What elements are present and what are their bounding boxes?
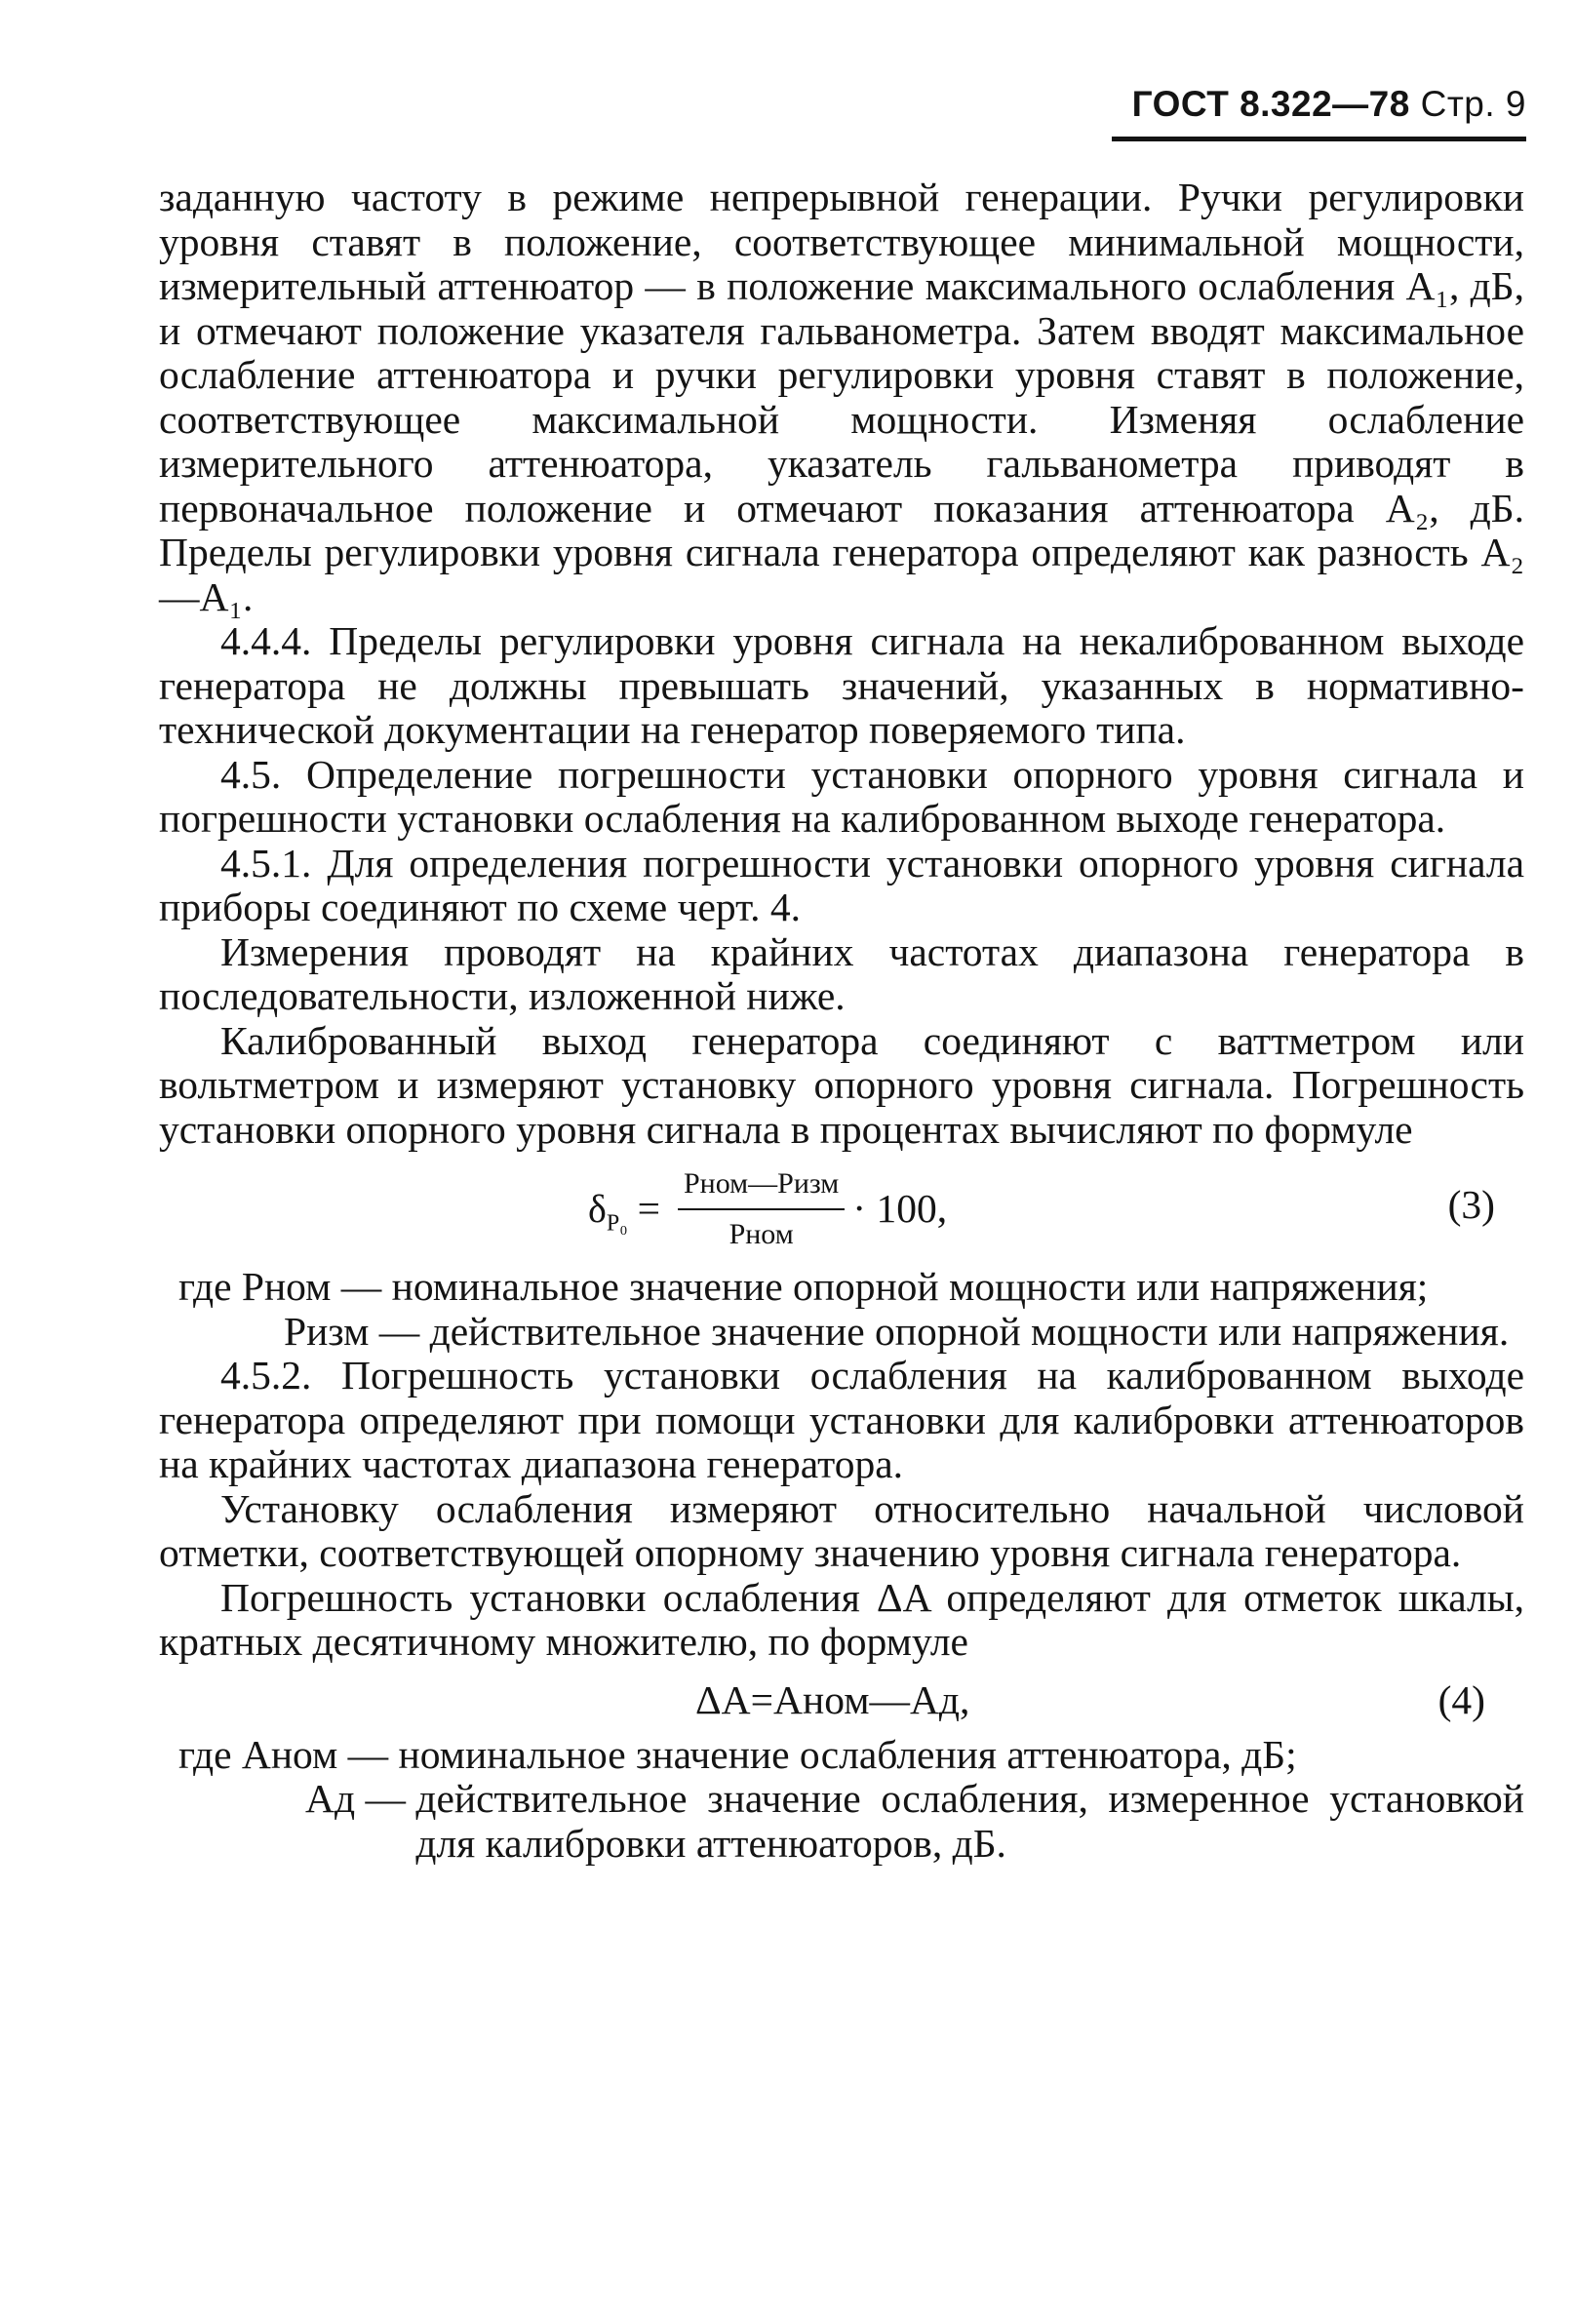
where-4-item: Aд — действительное значение ослабления, измеренное установкой для калибровки аттенюаторов, дБ. (305, 1776, 1524, 1866)
formula-4-expr: ΔA=Aном—Aд, (695, 1676, 970, 1722)
paragraph-4-5-1: 4.5.1. Для определения погрешности установки опорного уровня сигнала приборы соединяют по схеме черт. 4. (159, 840, 1524, 929)
paragraph-1: заданную частоту в режиме непрерывной генерации. Ручки регулировки уровня ставят в положение, соответствующее минимальной мощности, измерительный аттенюатор — в положение максимального ослабления A₁, дБ, и отмечают положение указателя гальванометра. Затем вводят максимальное ослабление аттенюатора и ручки регулировки уровня ставят в положение, соответствующее максимальной мощности. Изменяя ослабление измерительного аттенюатора, указатель гальванометра приводят в первоначальное положение и отмечают показания аттенюатора A₂, дБ. Пределы регулировки уровня сигнала генератора определяют как разность A₂—A₁. (159, 175, 1524, 619)
page-number: Стр. 9 (1420, 84, 1526, 124)
formula-3-numerator: Pном—Pизм (678, 1162, 845, 1210)
formula-3-fraction (678, 1162, 845, 1256)
formula-4-number: (4) (1437, 1676, 1485, 1722)
formula-3-factor: · 100, (852, 1185, 948, 1231)
standard-number: ГОСТ 8.322—78 (1131, 84, 1410, 124)
formula-3-number: (3) (1447, 1182, 1495, 1227)
page-header (1132, 84, 1526, 125)
formula-3-denominator: Pном (728, 1217, 794, 1250)
header-rule (1112, 137, 1526, 141)
where-3-item: где Pном — номинальное значение опорной мощности или напряжения; (178, 1264, 1429, 1309)
paragraph-attenuation: Установку ослабления измеряют относительно начальной числовой отметки, соответствующей опорному значению уровня сигнала генератора. (159, 1485, 1524, 1575)
formula-3-lhs: $\delta_{P_0}$ (588, 1186, 628, 1237)
document-body (159, 176, 1524, 1866)
paragraph-measurements: Измерения проводят на крайних частотах диапазона генератора в последовательности, изложенной ниже. (159, 928, 1524, 1018)
where-4-item: где Aном — номинальное значение ослабления аттенюатора, дБ; (178, 1731, 1297, 1777)
paragraph-error-delta: Погрешность установки ослабления ΔA определяют для отметок шкалы, кратных десятичному множителю, по формуле (159, 1574, 1524, 1664)
paragraph-4-5-2: 4.5.2. Погрешность установки ослабления на калиброванном выходе генератора определяют при помощи установки для калибровки аттенюаторов на крайних частотах диапазона генератора. (159, 1353, 1524, 1486)
paragraph-calibrated-output: Калиброванный выход генератора соединяют с ваттметром или вольтметром и измеряют установку опорного уровня сигнала. Погрешность установки опорного уровня сигнала в процентах вычисляют по формуле (159, 1017, 1524, 1152)
formula-3: $\delta_{P_0}$ = $\frac{\text{Pном—Pизм}}{\text{Pном}}$ · 100, (3) (159, 1156, 1524, 1257)
paragraph-4-4-4: 4.4.4. Пределы регулировки уровня сигнала на некалиброванном выходе генератора не должны превышать значений, указанных в нормативно-технической документации на генератор поверяемого типа. (159, 618, 1524, 752)
formula-4 (159, 1674, 1524, 1733)
where-3-item: Pизм — действительное значение опорной мощности или напряжения. (284, 1308, 1510, 1354)
paragraph-4-5: 4.5. Определение погрешности установки опорного уровня сигнала и погрешности установки ослабления на калиброванном выходе генератора. (159, 751, 1524, 841)
